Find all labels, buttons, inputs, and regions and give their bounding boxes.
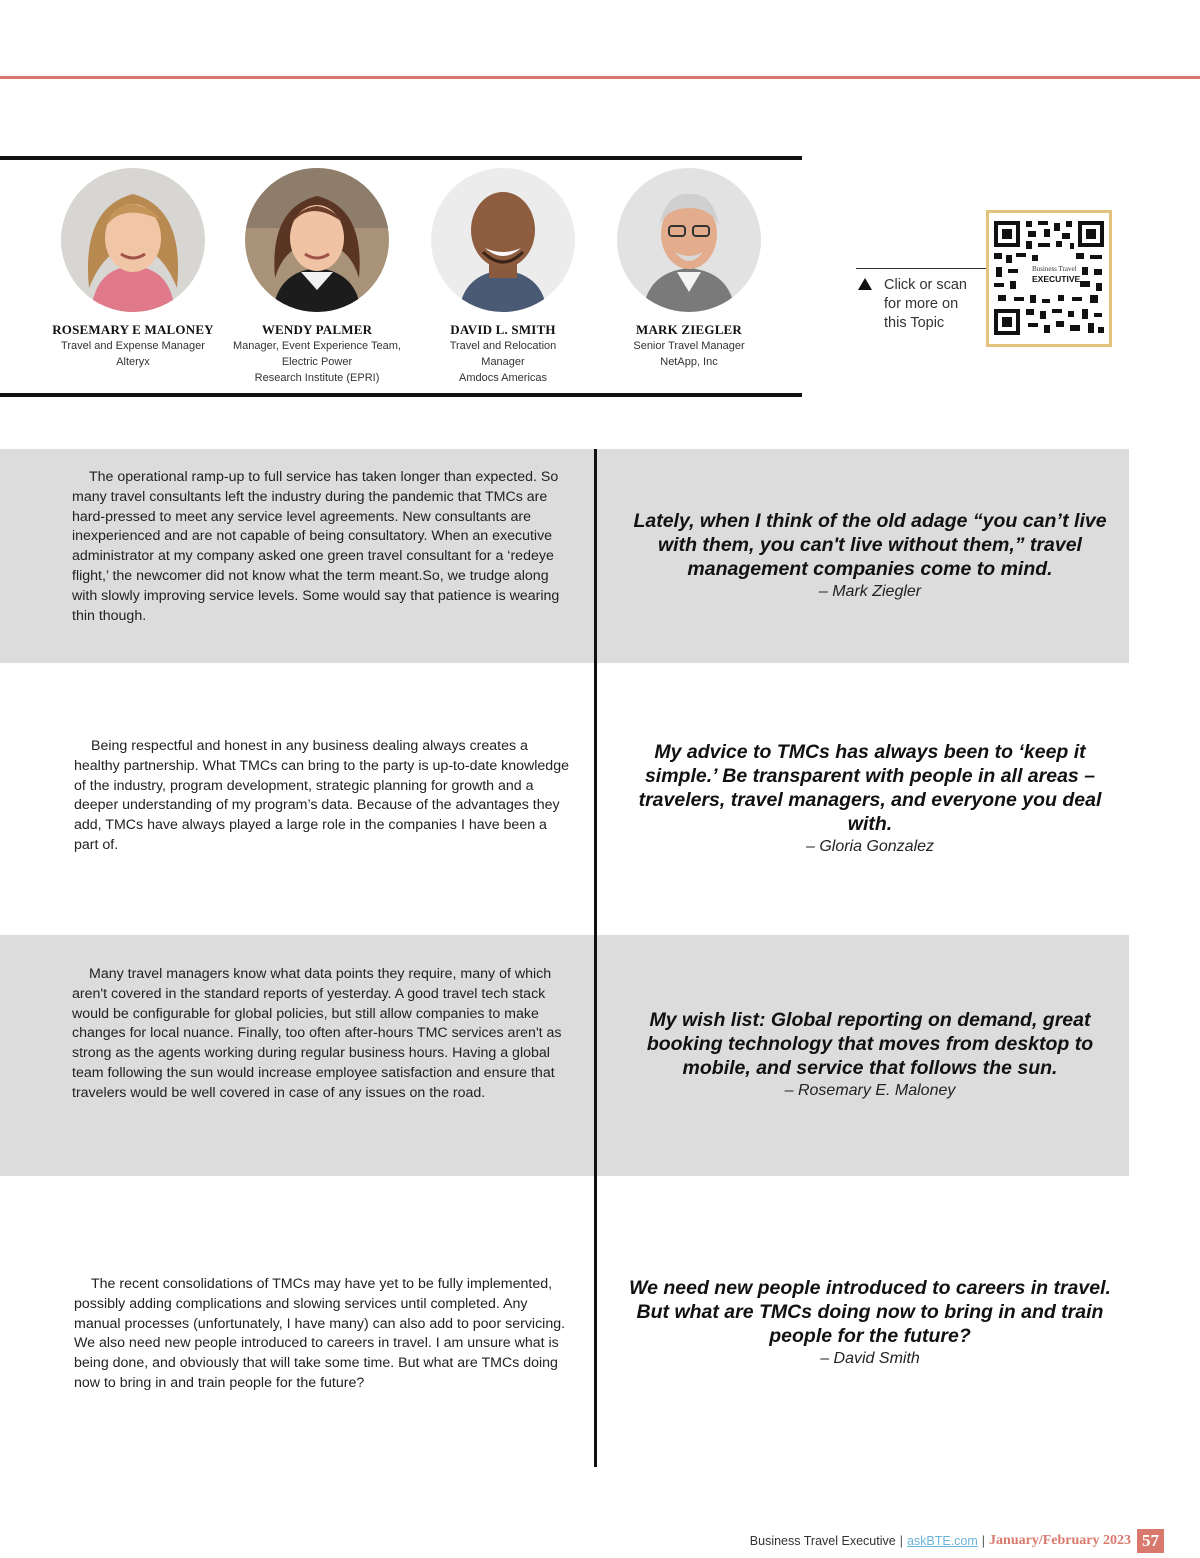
panelists-strip — [0, 168, 800, 393]
column-divider — [594, 449, 597, 1467]
footer-separator: | — [981, 1534, 986, 1548]
panelist-card — [217, 168, 417, 386]
issue-date: January/February 2023 — [989, 1533, 1131, 1548]
panelist-company: Amdocs Americas — [458, 372, 548, 384]
qr-logo-line: EXECUTIVE — [1032, 274, 1081, 284]
panelist-card — [589, 168, 789, 370]
panelist-name: ROSEMARY E MALONEY — [52, 322, 214, 337]
panelist-card — [33, 168, 233, 370]
pull-quote-text: Lately, when I think of the old adage “you can’t live with them, you can't live without them,” travel management companies come to mind. — [633, 510, 1107, 580]
panelist-photo — [245, 168, 389, 312]
up-arrow-icon — [858, 278, 872, 290]
footer-separator: | — [899, 1534, 903, 1548]
qr-logo-line: Business Travel — [1032, 265, 1077, 273]
header-accent-rule — [0, 76, 1200, 79]
page-number: 57 — [1137, 1529, 1164, 1553]
qr-caption-line: for more on — [884, 296, 959, 312]
panelist-title-line: Electric Power — [281, 356, 353, 368]
pull-quote-attribution: – David Smith — [820, 1350, 920, 1367]
panelist-title-line: Travel and Expense Manager — [61, 340, 205, 352]
panelist-company: Alteryx — [116, 356, 150, 368]
pull-quote-attribution: – Rosemary E. Maloney — [784, 1082, 956, 1099]
panelist-card — [403, 168, 603, 386]
panelist-name: WENDY PALMER — [261, 322, 373, 337]
panelist-photo — [617, 168, 761, 312]
panel-top-rule — [0, 156, 802, 160]
pull-quote — [628, 1276, 1112, 1370]
panelist-name: MARK ZIEGLER — [635, 322, 743, 337]
response-text: Many travel managers know what data points they require, many of which aren't covered in the standard reports of yesterday. A good travel tech stack would be configurable for global policies, but still allow companies to make changes for local nuance. Finally, too often after-hours TMC services aren't as strong as the agents working during regular business hours. Having a global team following the sun would increase employee satisfaction and ensure that travelers would be well covered in case of any issues on the road. — [72, 966, 562, 1101]
response-text: The recent consolidations of TMCs may have yet to be fully implemented, possibly adding complications and slowing services until completed. Any manual processes (unfortunately, I have many) can also add to poor servicing. We also need new people introduced to careers in travel. I am unsure what is being done, and obviously that will take some time. But what are TMCs doing now to bring in and train people for the future? — [74, 1276, 566, 1391]
pull-quote-attribution: – Mark Ziegler — [818, 583, 922, 600]
pull-quote — [628, 740, 1112, 858]
pull-quote — [628, 1008, 1112, 1102]
panelist-title-line: Travel and Relocation — [449, 340, 557, 352]
qr-caption[interactable] — [884, 276, 984, 333]
panelist-company: NetApp, Inc — [660, 356, 718, 368]
qr-pointer-line — [856, 268, 986, 269]
panelist-company: Research Institute (EPRI) — [254, 372, 380, 384]
pull-quote-attribution: – Gloria Gonzalez — [805, 838, 935, 855]
qr-caption-line: this Topic — [884, 315, 945, 331]
panelist-title-line: Senior Travel Manager — [633, 340, 745, 352]
qr-caption-line: Click or scan — [884, 277, 967, 293]
qr-code[interactable] — [986, 210, 1112, 347]
pull-quote-text: We need new people introduced to careers in travel. But what are TMCs doing now to bring in and train people for the future? — [629, 1277, 1111, 1347]
pull-quote-text: My advice to TMCs has always been to ‘keep it simple.’ Be transparent with people in all areas – travelers, travel managers, and everyone you deal with. — [638, 741, 1102, 835]
panelist-title-line: Manager, Event Experience Team, — [233, 340, 401, 352]
pull-quote-text: My wish list: Global reporting on demand, great booking technology that moves from desktop to mobile, and service that follows the sun. — [646, 1009, 1094, 1079]
response-text: The operational ramp-up to full service has taken longer than expected. So many travel consultants left the industry during the pandemic that TMCs are hard-pressed to meet any service level agreements. New consultants are inexperienced and are not capable of being consultatory. When an executive administrator at my company asked one green travel consultant for a ‘redeye flight,’ the newcomer did not know what the term meant.So, we trudge along with slowly improving service levels. Some would say that patience is wearing thin though. — [72, 469, 560, 624]
panel-bottom-rule — [0, 393, 802, 397]
publication-name: Business Travel Executive — [749, 1534, 896, 1548]
panelist-photo — [61, 168, 205, 312]
pull-quote — [628, 509, 1112, 603]
panelist-title-line: Manager — [481, 356, 525, 368]
panelist-photo — [431, 168, 575, 312]
qr-code-icon — [992, 219, 1106, 337]
website-link[interactable]: askBTE.com — [906, 1534, 978, 1548]
response-text: Being respectful and honest in any business dealing always creates a healthy partnership. What TMCs can bring to the party is up-to-date knowledge of the industry, program development, strategic planning for growth and a deeper understanding of my program’s data. Because of the advantages they add, TMCs have always played a large role in the companies I have been a part of. — [74, 738, 569, 853]
panelist-name: DAVID L. SMITH — [450, 322, 556, 337]
page-footer — [750, 1528, 1164, 1554]
